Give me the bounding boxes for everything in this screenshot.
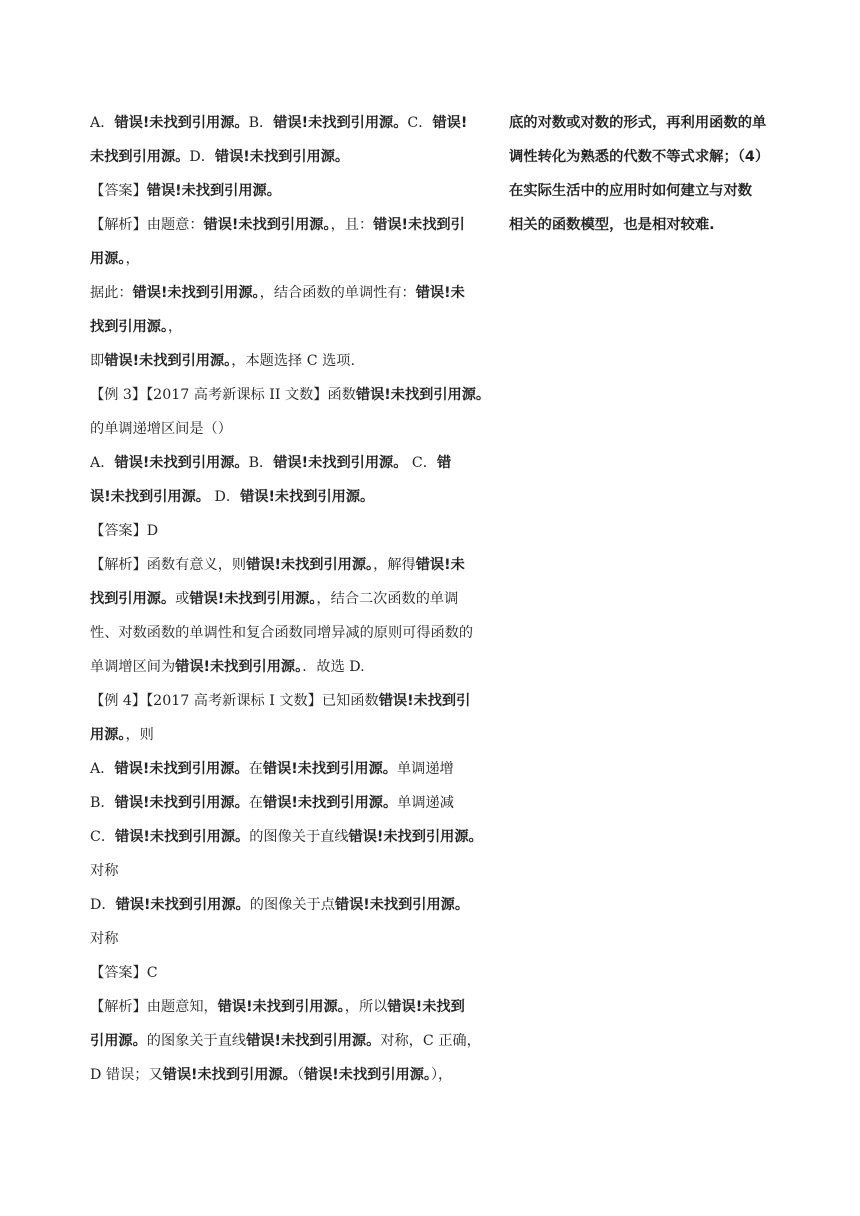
bold-segment: 错误!未找到引: [373, 217, 465, 233]
bold-segment: 错: [436, 455, 452, 471]
text-segment: 即: [90, 353, 105, 369]
text-segment: 【解析】由题意知，: [90, 999, 218, 1015]
bold-segment: 错误!未找到引用源。: [203, 217, 331, 233]
bold-segment: 错误!未找到引用源。: [217, 999, 345, 1015]
bold-segment: 错误!未找到引用源。: [114, 115, 249, 131]
text-line: [90, 208, 496, 242]
text-line: [90, 1024, 496, 1058]
text-line: [90, 582, 496, 616]
text-segment: 单调递减: [397, 795, 454, 811]
bold-segment: 错误!未找到引用源。: [115, 897, 250, 913]
text-line: [90, 990, 496, 1024]
text-segment: 在: [248, 761, 263, 777]
text-line: [90, 1058, 496, 1092]
text-segment: 对称: [90, 931, 119, 947]
text-line: [90, 242, 496, 276]
text-segment: 对称: [90, 863, 119, 879]
text-segment: （: [296, 1067, 304, 1083]
bold-segment: 错误!未找到引用源。: [114, 761, 249, 777]
bold-segment: 错误!未找到引用源。: [273, 115, 408, 131]
text-segment: 【答案】: [90, 183, 147, 199]
text-segment: 性、对数函数的单调性和复合函数同增异减的原则可得函数的: [90, 625, 474, 641]
bold-segment: 错误!未找到引用源。: [114, 795, 249, 811]
text-line: [90, 718, 496, 752]
text-line: [90, 684, 496, 718]
bold-segment: 错误!未找到引用源。: [334, 897, 470, 913]
text-line: [90, 820, 496, 854]
text-segment: ，结合二次函数的单调: [316, 591, 459, 607]
text-segment: ，: [168, 319, 183, 335]
text-line: [90, 412, 496, 446]
text-segment: C．: [407, 455, 437, 471]
text-line: 底的对数或对数的形式，再利用函数的单: [509, 115, 767, 131]
bold-segment: 错误!未找到引用源。: [146, 183, 281, 199]
text-segment: 单调递增: [396, 761, 454, 777]
text-segment: ，则: [125, 727, 154, 743]
left-column: [90, 106, 496, 1092]
text-line: [90, 650, 496, 684]
text-segment: D．: [189, 149, 215, 165]
text-segment: ．故选 D.: [302, 659, 365, 675]
text-segment: ，结合函数的单调性有：: [259, 285, 416, 301]
text-line: [90, 888, 496, 922]
text-segment: ，且：: [330, 217, 374, 233]
text-segment: B．: [90, 795, 115, 811]
text-segment: 的单调递增区间是（）: [90, 421, 232, 437]
bold-segment: 错误!未找到引用源。: [162, 1067, 297, 1083]
bold-segment: 错误!未找到引用源。: [189, 591, 317, 607]
text-line: [90, 616, 496, 650]
text-segment: D 错误；又: [90, 1067, 163, 1083]
text-segment: ，本题选择 C 选项.: [231, 353, 355, 369]
text-segment: 的图像关于直线: [249, 829, 349, 845]
text-segment: 【例 4】【2017 高考新课标 I 文数】已知函数: [90, 693, 379, 709]
text-segment: 【答案】C: [90, 965, 158, 981]
bold-segment: 错误!未找到引: [378, 693, 471, 709]
text-segment: 对称，C 正确，: [380, 1033, 481, 1049]
bold-segment: 错误!未找到引用源。: [104, 353, 232, 369]
text-segment: A．: [90, 115, 115, 131]
text-segment: D．: [209, 489, 241, 505]
text-segment: 【解析】由题意：: [90, 217, 204, 233]
bold-segment: 找到引用源。: [90, 591, 176, 607]
text-segment: A．: [90, 455, 115, 471]
bold-segment: 错误!未找到引用源。: [355, 387, 491, 403]
bold-segment: 用源。: [90, 251, 126, 267]
text-line: [90, 378, 496, 412]
bold-segment: 错误!未找到引用源。: [263, 795, 398, 811]
bold-segment: 错误!未找到引用源。: [240, 489, 375, 505]
text-line: [90, 752, 496, 786]
text-segment: D．: [90, 897, 116, 913]
text-segment: 在: [248, 795, 263, 811]
text-segment: ，: [125, 251, 140, 267]
text-segment: 据此：: [90, 285, 133, 301]
bold-segment: 错误!未: [415, 557, 465, 573]
text-line: [90, 854, 496, 888]
bold-segment: 用源。: [90, 727, 126, 743]
bold-segment: 错误!未找到引用源。: [262, 761, 397, 777]
right-column: [509, 106, 785, 242]
text-line: [90, 446, 496, 480]
bold-segment: 错误!未找到引用源。: [214, 149, 350, 165]
text-line: 在实际生活中的应用时如何建立与对数: [509, 183, 753, 199]
text-segment: 单调增区间为: [90, 659, 176, 675]
text-line: [90, 106, 496, 140]
text-line: [90, 548, 496, 582]
text-line: [90, 140, 496, 174]
text-segment: ），: [430, 1067, 453, 1083]
bold-segment: 错误!未找到引用源。: [246, 1033, 381, 1049]
text-segment: ，所以: [344, 999, 388, 1015]
text-segment: C．: [407, 115, 433, 131]
bold-segment: 错误!未找到引用源。: [132, 285, 260, 301]
text-segment: 的图像关于点: [249, 897, 335, 913]
text-segment: 的图象关于直线: [146, 1033, 247, 1049]
bold-segment: 错误!未找到: [387, 999, 465, 1015]
bold-segment: 未找到引用源。: [90, 149, 190, 165]
bold-segment: 引用源。: [90, 1033, 147, 1049]
text-line: [90, 786, 496, 820]
text-segment: C．: [90, 829, 116, 845]
text-segment: B．: [248, 115, 274, 131]
bold-segment: 找到引用源。: [90, 319, 169, 335]
text-segment: ，解得: [373, 557, 416, 573]
text-line: [90, 310, 496, 344]
text-segment: 【例 3】【2017 高考新课标 II 文数】函数: [90, 387, 356, 403]
bold-segment: 错误!未找到引用源。: [348, 829, 483, 845]
text-line: [90, 480, 496, 514]
text-segment: A．: [90, 761, 115, 777]
text-line: [90, 922, 496, 956]
text-line: [90, 514, 496, 548]
text-line: 调性转化为熟悉的代数不等式求解；（4）: [509, 149, 770, 165]
text-line: [90, 276, 496, 310]
bold-segment: 错误!未找到引用源。: [115, 829, 250, 845]
text-line: [90, 344, 496, 378]
text-line: 相关的函数模型，也是相对较难.: [509, 217, 715, 233]
text-segment: B．: [248, 455, 274, 471]
bold-segment: 错误!未找到引用源。: [303, 1067, 431, 1083]
bold-segment: 错误!未找到引用源。: [273, 455, 408, 471]
text-segment: 或: [175, 591, 190, 607]
bold-segment: 错误!未找到引用源。: [246, 557, 374, 573]
bold-segment: 错误!未找到引用源。: [114, 455, 249, 471]
bold-segment: 错误!未: [415, 285, 465, 301]
text-line: [90, 174, 496, 208]
bold-segment: 错误!: [432, 115, 468, 131]
bold-segment: 误!未找到引用源。: [90, 489, 210, 505]
text-line: [90, 956, 496, 990]
text-segment: 【答案】D: [90, 523, 159, 539]
text-segment: 【解析】函数有意义，则: [90, 557, 247, 573]
bold-segment: 错误!未找到引用源。: [175, 659, 303, 675]
